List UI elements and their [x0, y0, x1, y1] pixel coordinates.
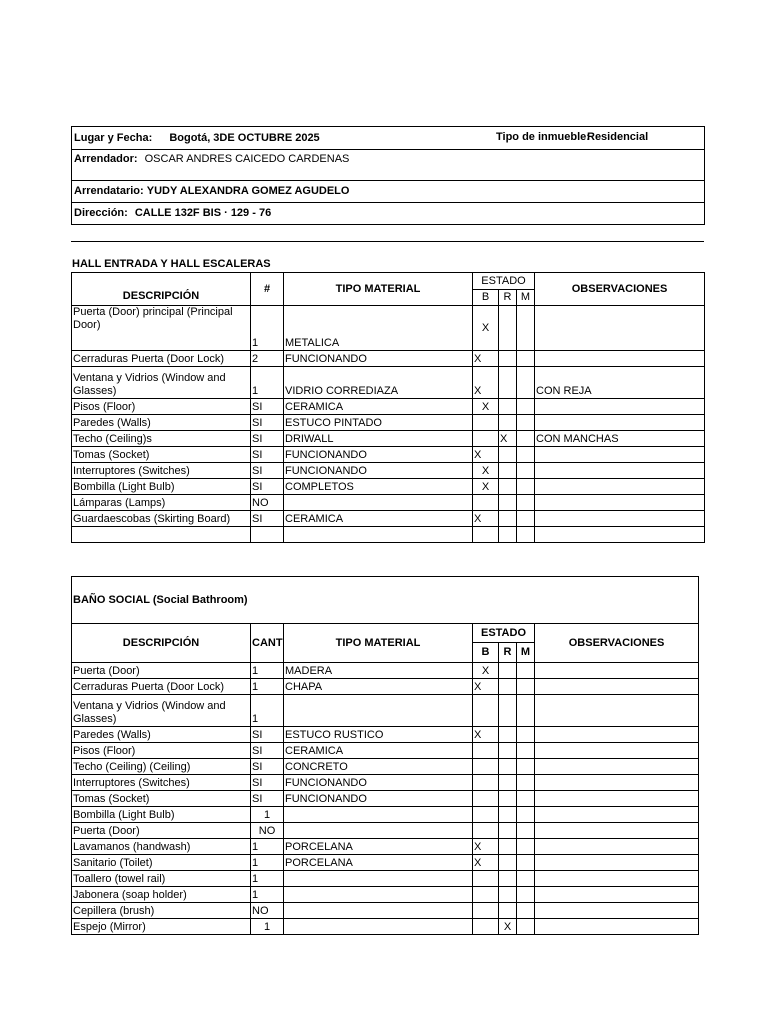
hall-col-r: R	[499, 290, 517, 306]
row-material: DRIWALL	[284, 431, 473, 447]
row-description: Bombilla (Light Bulb)	[72, 807, 251, 823]
table-row	[72, 871, 699, 887]
row-observaciones	[535, 919, 699, 935]
row-observaciones	[535, 399, 705, 415]
row-estado-b	[473, 695, 499, 727]
row-quantity: 2	[251, 351, 284, 367]
table-row	[72, 823, 699, 839]
direccion-row	[72, 203, 705, 225]
row-estado-r	[499, 839, 517, 855]
row-description: Techo (Ceiling) (Ceiling)	[72, 759, 251, 775]
row-observaciones	[535, 839, 699, 855]
bano-table-body	[72, 663, 699, 935]
table-row	[72, 839, 699, 855]
row-quantity: 1	[251, 306, 284, 351]
row-estado-m	[517, 759, 535, 775]
row-estado-r	[499, 399, 517, 415]
table-row	[72, 415, 705, 431]
hall-col-m: M	[517, 290, 535, 306]
row-material: FUNCIONANDO	[284, 791, 473, 807]
row-observaciones	[535, 479, 705, 495]
row-estado-m	[517, 791, 535, 807]
row-estado-b: X	[473, 479, 499, 495]
row-quantity: NO	[251, 903, 284, 919]
row-description: Interruptores (Switches)	[72, 463, 251, 479]
tipo-inmueble-label: Tipo de inmueble:	[496, 131, 590, 143]
row-estado-b: X	[473, 399, 499, 415]
row-quantity: 1	[251, 871, 284, 887]
lugar-fecha-row	[72, 127, 705, 150]
row-estado-r	[499, 807, 517, 823]
table-row	[72, 399, 705, 415]
table-row	[72, 727, 699, 743]
row-quantity: 1	[251, 367, 284, 399]
table-row	[72, 679, 699, 695]
section-divider	[71, 241, 704, 242]
row-observaciones	[535, 887, 699, 903]
row-observaciones	[535, 759, 699, 775]
lugar-fecha-label: Lugar y Fecha:	[74, 131, 153, 144]
row-observaciones	[535, 306, 705, 351]
row-estado-r	[499, 479, 517, 495]
hall-section-title: HALL ENTRADA Y HALL ESCALERAS	[72, 258, 271, 270]
table-row	[72, 695, 699, 727]
row-material	[284, 495, 473, 511]
row-material: ESTUCO PINTADO	[284, 415, 473, 431]
row-estado-r	[499, 775, 517, 791]
row-estado-m	[517, 903, 535, 919]
row-description: Puerta (Door)	[72, 663, 251, 679]
table-row	[72, 743, 699, 759]
table-row	[72, 791, 699, 807]
row-quantity: SI	[251, 759, 284, 775]
table-row	[72, 887, 699, 903]
row-description: Ventana y Vidrios (Window and Glasses)	[72, 695, 251, 727]
row-quantity: SI	[251, 775, 284, 791]
row-estado-r	[499, 727, 517, 743]
row-quantity: 1	[251, 807, 284, 823]
row-description: Paredes (Walls)	[72, 415, 251, 431]
row-observaciones	[535, 527, 705, 543]
row-description: Espejo (Mirror)	[72, 919, 251, 935]
table-row	[72, 306, 705, 351]
table-row	[72, 447, 705, 463]
row-material: CHAPA	[284, 679, 473, 695]
row-estado-m	[517, 823, 535, 839]
bano-table	[71, 576, 699, 935]
table-row	[72, 903, 699, 919]
row-material: PORCELANA	[284, 839, 473, 855]
row-quantity: SI	[251, 727, 284, 743]
row-material: PORCELANA	[284, 855, 473, 871]
row-estado-b: X	[473, 679, 499, 695]
row-observaciones	[535, 415, 705, 431]
arrendatario-value: YUDY ALEXANDRA GOMEZ AGUDELO	[146, 185, 350, 197]
row-estado-b	[473, 415, 499, 431]
row-estado-b	[473, 527, 499, 543]
row-estado-b: X	[473, 511, 499, 527]
row-material: FUNCIONANDO	[284, 775, 473, 791]
table-row	[72, 431, 705, 447]
bano-col-m: M	[517, 643, 535, 663]
row-estado-m	[517, 399, 535, 415]
table-row	[72, 367, 705, 399]
bano-col-observaciones: OBSERVACIONES	[535, 624, 699, 663]
row-estado-r	[499, 743, 517, 759]
row-description: Sanitario (Toilet)	[72, 855, 251, 871]
row-description: Ventana y Vidrios (Window and Glasses)	[72, 367, 251, 399]
table-row	[72, 351, 705, 367]
row-description: Paredes (Walls)	[72, 727, 251, 743]
row-description: Cepillera (brush)	[72, 903, 251, 919]
row-estado-m	[517, 919, 535, 935]
row-quantity: SI	[251, 415, 284, 431]
row-estado-m	[517, 887, 535, 903]
bano-col-r: R	[499, 643, 517, 663]
row-estado-b: X	[473, 447, 499, 463]
row-estado-b: X	[473, 306, 499, 351]
bano-col-descripcion: DESCRIPCIÓN	[72, 624, 251, 663]
row-observaciones	[535, 903, 699, 919]
row-estado-r	[499, 759, 517, 775]
row-quantity: 1	[251, 695, 284, 727]
row-observaciones	[535, 679, 699, 695]
row-estado-b	[473, 919, 499, 935]
row-estado-r	[499, 871, 517, 887]
row-estado-r	[499, 447, 517, 463]
row-estado-b: X	[473, 351, 499, 367]
row-estado-m	[517, 415, 535, 431]
row-observaciones	[535, 807, 699, 823]
row-estado-m	[517, 743, 535, 759]
row-quantity: 1	[251, 919, 284, 935]
row-description: Lámparas (Lamps)	[72, 495, 251, 511]
row-description: Jabonera (soap holder)	[72, 887, 251, 903]
hall-col-tipo: TIPO MATERIAL	[284, 273, 473, 306]
row-estado-r	[499, 306, 517, 351]
bano-col-cant: CANT	[251, 624, 284, 663]
row-estado-m	[517, 351, 535, 367]
arrendador-value: OSCAR ANDRES CAICEDO CARDENAS	[144, 153, 350, 165]
row-estado-m	[517, 479, 535, 495]
bano-col-estado: ESTADO	[473, 624, 535, 643]
row-estado-b: X	[473, 727, 499, 743]
row-material	[284, 887, 473, 903]
row-material: VIDRIO CORREDIAZA	[284, 367, 473, 399]
arrendador-label: Arrendador:	[74, 153, 138, 165]
hall-table-body	[72, 306, 705, 543]
table-row	[72, 463, 705, 479]
row-estado-m	[517, 306, 535, 351]
arrendatario-label: Arrendatario:	[74, 185, 144, 197]
row-description: Puerta (Door) principal (Principal Door)	[72, 306, 251, 351]
row-estado-m	[517, 527, 535, 543]
row-description: Tomas (Socket)	[72, 447, 251, 463]
row-estado-m	[517, 511, 535, 527]
row-estado-m	[517, 663, 535, 679]
row-material: FUNCIONANDO	[284, 463, 473, 479]
hall-col-descripcion: DESCRIPCIÓN	[72, 273, 251, 306]
row-observaciones	[535, 695, 699, 727]
row-estado-r	[499, 791, 517, 807]
row-estado-b: X	[473, 463, 499, 479]
row-material	[284, 807, 473, 823]
row-estado-r	[499, 351, 517, 367]
row-quantity: 1	[251, 887, 284, 903]
direccion-label: Dirección:	[74, 207, 128, 219]
arrendador-row	[72, 150, 705, 181]
row-description: Bombilla (Light Bulb)	[72, 479, 251, 495]
row-description: Guardaescobas (Skirting Board)	[72, 511, 251, 527]
table-row	[72, 919, 699, 935]
row-quantity: SI	[251, 447, 284, 463]
row-quantity: SI	[251, 511, 284, 527]
row-estado-r	[499, 855, 517, 871]
row-material: CERAMICA	[284, 743, 473, 759]
row-quantity: 1	[251, 855, 284, 871]
row-estado-b	[473, 823, 499, 839]
row-material	[284, 871, 473, 887]
hall-col-b: B	[473, 290, 499, 306]
row-estado-r	[499, 679, 517, 695]
row-material: FUNCIONANDO	[284, 447, 473, 463]
row-observaciones	[535, 511, 705, 527]
row-description: Tomas (Socket)	[72, 791, 251, 807]
row-estado-r	[499, 903, 517, 919]
row-estado-b	[473, 887, 499, 903]
row-estado-b: X	[473, 367, 499, 399]
row-material: CERAMICA	[284, 511, 473, 527]
row-quantity: SI	[251, 479, 284, 495]
row-observaciones	[535, 871, 699, 887]
header-table	[71, 126, 705, 225]
row-estado-r	[499, 511, 517, 527]
row-estado-r: X	[499, 919, 517, 935]
row-material: COMPLETOS	[284, 479, 473, 495]
table-row	[72, 775, 699, 791]
row-estado-m	[517, 367, 535, 399]
row-description	[72, 527, 251, 543]
row-estado-m	[517, 463, 535, 479]
row-description: Puerta (Door)	[72, 823, 251, 839]
row-description: Pisos (Floor)	[72, 743, 251, 759]
row-quantity: 1	[251, 663, 284, 679]
row-estado-b: X	[473, 663, 499, 679]
row-observaciones	[535, 775, 699, 791]
row-observaciones	[535, 727, 699, 743]
row-estado-r	[499, 463, 517, 479]
table-row	[72, 495, 705, 511]
row-estado-b: X	[473, 855, 499, 871]
row-description: Techo (Ceiling)s	[72, 431, 251, 447]
row-estado-b	[473, 495, 499, 511]
row-estado-m	[517, 431, 535, 447]
row-estado-r	[499, 527, 517, 543]
table-row	[72, 663, 699, 679]
row-estado-m	[517, 807, 535, 823]
row-material: CERAMICA	[284, 399, 473, 415]
row-estado-r	[499, 415, 517, 431]
lugar-fecha-value: Bogotá, 3DE OCTUBRE 2025	[169, 131, 320, 144]
row-estado-r	[499, 695, 517, 727]
row-material	[284, 823, 473, 839]
row-observaciones	[535, 791, 699, 807]
hall-col-estado: ESTADO	[473, 273, 535, 290]
row-estado-r	[499, 823, 517, 839]
row-material: CONCRETO	[284, 759, 473, 775]
row-material: ESTUCO RUSTICO	[284, 727, 473, 743]
table-row	[72, 527, 705, 543]
row-observaciones	[535, 855, 699, 871]
row-estado-m	[517, 775, 535, 791]
row-quantity: SI	[251, 791, 284, 807]
row-description: Interruptores (Switches)	[72, 775, 251, 791]
bano-col-b: B	[473, 643, 499, 663]
row-material	[284, 527, 473, 543]
row-description: Lavamanos (handwash)	[72, 839, 251, 855]
table-row	[72, 511, 705, 527]
hall-table	[71, 272, 705, 543]
row-description: Cerraduras Puerta (Door Lock)	[72, 351, 251, 367]
row-estado-m	[517, 871, 535, 887]
row-estado-b	[473, 431, 499, 447]
row-quantity: NO	[251, 823, 284, 839]
row-observaciones: CON REJA	[535, 367, 705, 399]
row-estado-b	[473, 807, 499, 823]
hall-col-observaciones: OBSERVACIONES	[535, 273, 705, 306]
row-observaciones	[535, 463, 705, 479]
row-estado-m	[517, 727, 535, 743]
row-quantity: NO	[251, 495, 284, 511]
row-estado-r	[499, 887, 517, 903]
row-estado-r: X	[499, 431, 517, 447]
direccion-value: CALLE 132F BIS · 129 - 76	[134, 207, 272, 219]
hall-col-num: #	[251, 273, 284, 306]
arrendatario-row	[72, 181, 705, 203]
row-estado-r	[499, 367, 517, 399]
row-estado-m	[517, 855, 535, 871]
row-estado-m	[517, 447, 535, 463]
table-row	[72, 807, 699, 823]
row-observaciones	[535, 823, 699, 839]
row-estado-m	[517, 495, 535, 511]
row-estado-m	[517, 695, 535, 727]
row-estado-r	[499, 495, 517, 511]
row-estado-r	[499, 663, 517, 679]
bano-col-tipo: TIPO MATERIAL	[284, 624, 473, 663]
row-estado-m	[517, 679, 535, 695]
row-material: METALICA	[284, 306, 473, 351]
row-material: MADERA	[284, 663, 473, 679]
row-observaciones: CON MANCHAS	[535, 431, 705, 447]
table-row	[72, 855, 699, 871]
row-estado-b	[473, 791, 499, 807]
row-estado-b: X	[473, 839, 499, 855]
row-quantity: SI	[251, 399, 284, 415]
bano-section-title: BAÑO SOCIAL (Social Bathroom)	[72, 577, 699, 624]
row-material: FUNCIONANDO	[284, 351, 473, 367]
row-description: Toallero (towel rail)	[72, 871, 251, 887]
row-quantity: 1	[251, 839, 284, 855]
row-estado-b	[473, 743, 499, 759]
row-estado-b	[473, 775, 499, 791]
tipo-inmueble-value: Residencial	[587, 131, 649, 143]
row-quantity: SI	[251, 431, 284, 447]
row-observaciones	[535, 351, 705, 367]
row-observaciones	[535, 495, 705, 511]
row-estado-m	[517, 839, 535, 855]
row-material	[284, 903, 473, 919]
row-observaciones	[535, 447, 705, 463]
row-material	[284, 919, 473, 935]
row-description: Pisos (Floor)	[72, 399, 251, 415]
row-material	[284, 695, 473, 727]
table-row	[72, 759, 699, 775]
row-quantity: SI	[251, 743, 284, 759]
row-observaciones	[535, 663, 699, 679]
row-observaciones	[535, 743, 699, 759]
row-quantity	[251, 527, 284, 543]
row-estado-b	[473, 871, 499, 887]
row-quantity: SI	[251, 463, 284, 479]
row-quantity: 1	[251, 679, 284, 695]
row-estado-b	[473, 759, 499, 775]
row-estado-b	[473, 903, 499, 919]
row-description: Cerraduras Puerta (Door Lock)	[72, 679, 251, 695]
table-row	[72, 479, 705, 495]
